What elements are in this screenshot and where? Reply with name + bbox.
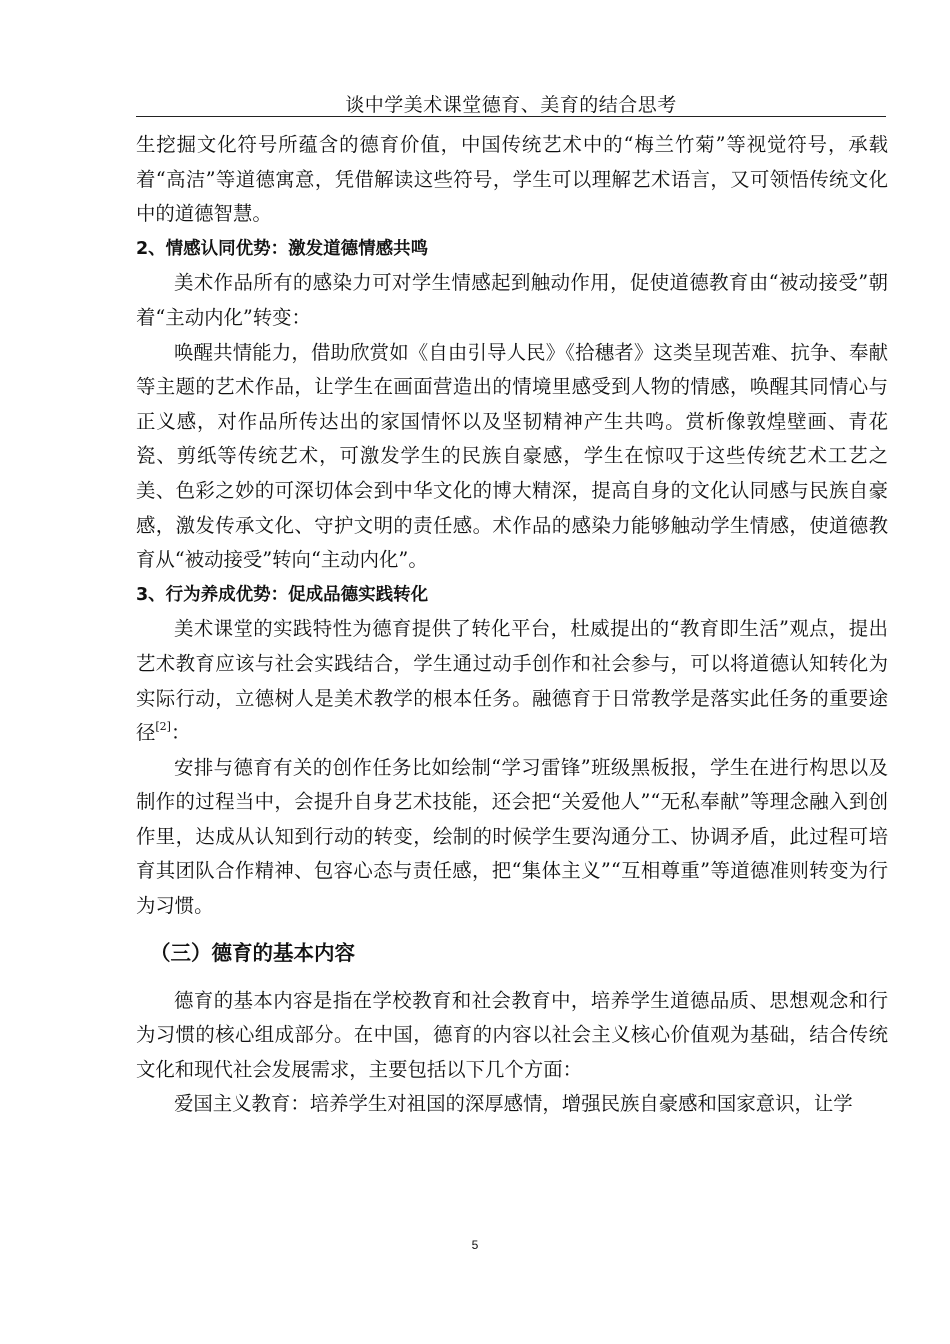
paragraph-practice-colon: ： [170,721,191,745]
paragraph-empathy: 唤醒共情能力，借助欣赏如《自由引导人民》《拾穗者》这类呈现苦难、抗争、奉献等主题的艺术作品，让学生在画面营造出的情境里感受到人物的情感，唤醒其同情心与正义感，对作品所传达出的家国情怀以及坚韧精神产生共鸣。赏析像敦煌壁画、青花瓷、剪纸等传统艺术，可激发学生的民族自豪感，学生在惊叹于这些传统艺术工艺之美、色彩之妙的可深切体会到中华文化的博大精深，提高自身的文化认同感与民族自豪感，激发传承文化、守护文明的责任感。术作品的感染力能够触动学生情感，使道德教育从“被动接受”转向“主动内化”。 [136,340,888,572]
running-header [136,88,886,117]
header-title: 谈中学美术课堂德育、美育的结合思考 [345,94,677,116]
paragraph-basic-content: 德育的基本内容是指在学校教育和社会教育中，培养学生道德品质、思想观念和行为习惯的核心组成部分。在中国，德育的内容以社会主义核心价值观为基础，结合传统文化和现代社会发展需求，主要包括以下几个方面： [136,988,888,1081]
page-number: 5 [471,1238,479,1252]
subheading-emotion: 2、情感认同优势：激发道德情感共鸣 [136,238,429,259]
paragraph-emotion-intro: 美术作品所有的感染力可对学生情感起到触动作用，促使道德教育由“被动接受”朝着“主动内化”转变： [136,271,888,329]
citation-reference: [2] [155,720,171,734]
paragraph-practice [136,612,888,750]
body-text [136,128,888,1122]
subheading-behavior: 3、行为养成优势：促成品德实践转化 [136,584,429,605]
paragraph-practice-text: 美术课堂的实践特性为德育提供了转化平台，杜威提出的“教育即生活”观点，提出艺术教育应该与社会实践结合，学生通过动手创作和社会参与，可以将道德认知转化为实际行动，立德树人是美术教学的根本任务。融德育于日常教学是落实此任务的重要途径 [136,617,888,745]
paragraph-patriotism: 爱国主义教育：培养学生对祖国的深厚感情，增强民族自豪感和国家意识，让学 [174,1092,853,1116]
paragraph-creative-task: 安排与德育有关的创作任务比如绘制“学习雷锋”班级黑板报，学生在进行构思以及制作的过程当中，会提升自身艺术技能，还会把“关爱他人”“无私奉献”等理念融入到创作里，达成从认知到行动的转变，绘制的时候学生要沟通分工、协调矛盾，此过程可培育其团队合作精神、包容心态与责任感，把“集体主义”“互相尊重”等道德准则转变为行为习惯。 [136,755,888,918]
paragraph-continuation: 生挖掘文化符号所蕴含的德育价值，中国传统艺术中的“梅兰竹菊”等视觉符号，承载着“高洁”等道德寓意，凭借解读这些符号，学生可以理解艺术语言，又可领悟传统文化中的道德智慧。 [136,133,888,226]
section-heading: （三）德育的基本内容 [150,940,355,965]
